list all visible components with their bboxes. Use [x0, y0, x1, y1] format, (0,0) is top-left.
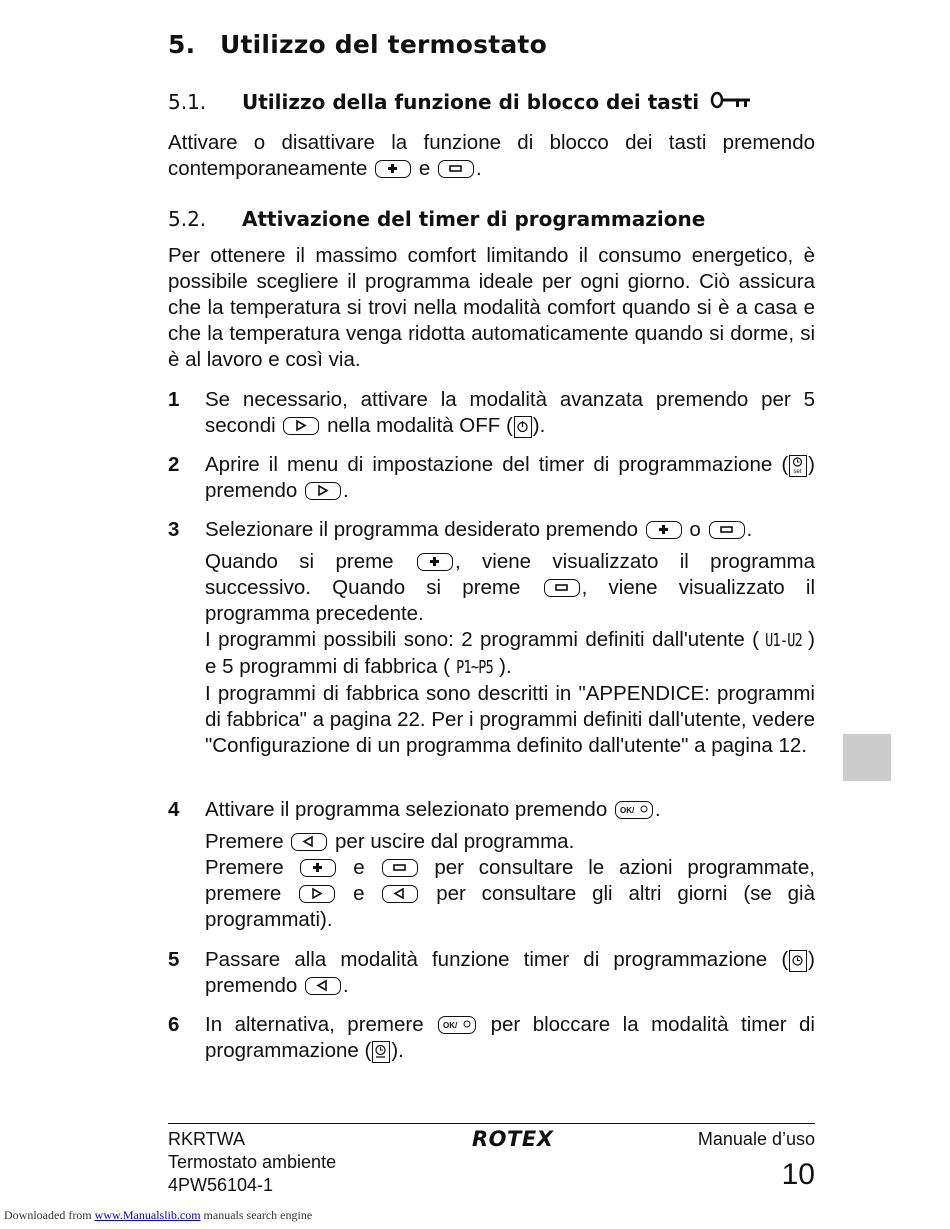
step-text: per uscire dal programma. — [335, 830, 575, 853]
step-3-paragraph-2 — [205, 549, 815, 627]
step-3-line-1 — [205, 517, 815, 543]
lock-text-end: . — [475, 157, 482, 180]
plus-button-icon — [375, 160, 411, 178]
minus-button-icon — [382, 859, 418, 877]
ok-button-icon — [615, 801, 653, 819]
ok-button-icon — [438, 1016, 476, 1034]
step-text: Aprire il menu di impostazione del timer di programmazione ( — [205, 453, 789, 476]
step-text: In alternativa, premere — [205, 1013, 424, 1036]
step-4-paragraph-3 — [205, 855, 815, 933]
download-suffix: manuals search engine — [203, 1208, 313, 1222]
set-label: set — [793, 469, 802, 475]
step-4-paragraph-2 — [205, 829, 815, 855]
step-text: e — [353, 856, 365, 879]
step-number: 5 — [168, 948, 180, 971]
section-5-2-heading — [168, 207, 705, 231]
page-number: 10 — [781, 1158, 815, 1191]
minus-button-icon — [438, 160, 474, 178]
step-3 — [168, 517, 815, 759]
section-number: 5.1. — [168, 90, 207, 114]
manualslib-link[interactable]: www.Manualslib.com — [94, 1208, 201, 1222]
step-2 — [168, 452, 815, 504]
step-text: , viene visualizzato il programma precedente. — [205, 576, 815, 625]
download-prefix: Downloaded from — [4, 1208, 92, 1222]
step-text: ) e 5 programmi di fabbrica ( — [205, 628, 815, 678]
section-title: Attivazione del timer di programmazione — [242, 207, 706, 231]
footer-model-code: RKRTWA — [168, 1129, 246, 1149]
minus-button-icon — [544, 579, 580, 597]
step-text: . — [343, 479, 349, 502]
left-arrow-button-icon — [305, 977, 341, 995]
left-arrow-button-icon — [382, 885, 418, 903]
step-text: , viene visualizzato il programma successivo. Quando si preme — [205, 550, 815, 599]
chapter-heading — [168, 30, 547, 59]
section-5-1-heading — [168, 90, 752, 114]
step-text: . — [746, 518, 753, 541]
lock-paragraph — [168, 130, 815, 182]
step-3-paragraph-4: I programmi di fabbrica sono descritti in "APPENDICE: programmi di fabbrica" a pagina 22. Per i programmi definiti dall'utente, vedere "Configurazione di un programma definito dall'utente" a pagina 12. — [205, 682, 815, 757]
step-number: 3 — [168, 518, 180, 541]
step-5 — [168, 947, 815, 999]
power-mode-icon — [514, 416, 532, 438]
step-text: per consultare le azioni programmate, premere — [205, 856, 815, 905]
ok-label: OK/ — [443, 1021, 458, 1030]
chapter-number: 5. — [168, 30, 196, 59]
step-number: 4 — [168, 798, 180, 821]
left-arrow-button-icon — [291, 833, 327, 851]
step-text: Passare alla modalità funzione timer di programmazione ( — [205, 948, 789, 971]
step-number: 2 — [168, 453, 180, 476]
lock-text: Attivare o disattivare la funzione di blocco dei tasti premendo contemporaneamente — [168, 131, 815, 180]
step-text: Quando si preme — [205, 550, 394, 573]
footer-left — [168, 1128, 336, 1197]
factory-programs-display: P1~P5 — [456, 657, 494, 678]
footer-manual-label: Manuale d’uso — [697, 1129, 815, 1149]
plus-button-icon — [646, 521, 682, 539]
step-number: 6 — [168, 1013, 180, 1036]
step-text: ). — [532, 414, 546, 437]
step-text: ) premendo — [205, 453, 815, 502]
chapter-title: Utilizzo del termostato — [220, 30, 547, 59]
step-text: per consultare gli altri giorni (se già programmati). — [205, 882, 816, 931]
download-notice — [4, 1208, 312, 1223]
plus-button-icon — [300, 859, 336, 877]
step-text: . — [343, 974, 349, 997]
lock-text-and: e — [418, 157, 431, 180]
key-icon — [710, 91, 752, 111]
section-number: 5.2. — [168, 207, 207, 231]
step-number: 1 — [168, 388, 180, 411]
ok-label: OK/ — [619, 806, 635, 815]
step-text: nella modalità OFF ( — [327, 414, 513, 437]
step-1 — [168, 387, 815, 439]
footer-document-number: 4PW56104-1 — [168, 1175, 274, 1195]
step-text: per bloccare la modalità timer di programmazione ( — [205, 1013, 815, 1062]
step-text: Attivare il programma selezionato premendo — [205, 798, 608, 821]
section-title: Utilizzo della funzione di blocco dei tasti — [242, 90, 700, 114]
clock-set-icon — [789, 455, 807, 477]
right-arrow-button-icon — [283, 417, 319, 435]
step-text: ) premendo — [205, 948, 815, 997]
step-text: Selezionare il programma desiderato premendo — [205, 518, 639, 541]
step-text: Premere — [205, 830, 284, 853]
clock-lock-mode-icon — [372, 1041, 390, 1063]
step-text: Se necessario, attivare la modalità avanzata premendo per 5 secondi — [205, 388, 815, 437]
timer-intro-paragraph: Per ottenere il massimo comfort limitando il consumo energetico, è possibile scegliere il programma ideale per ogni giorno. Ciò assicura che la temperatura si trovi nella modalità comfort quando si è a casa e che la temperatura venga ridotta automaticamente quando si dorme, si è al lavoro e così via. — [168, 244, 815, 371]
clock-mode-icon — [789, 950, 807, 972]
step-text: Premere — [205, 856, 284, 879]
step-text: ). — [499, 655, 512, 678]
right-arrow-button-icon — [299, 885, 335, 903]
chapter-tab-marker — [843, 734, 891, 781]
step-text: . — [654, 798, 661, 821]
step-3-paragraph-3 — [205, 627, 815, 681]
step-6 — [168, 1012, 815, 1064]
step-text: o — [689, 518, 701, 541]
step-text: I programmi possibili sono: 2 programmi definiti dall'utente ( — [205, 628, 759, 651]
footer-divider — [168, 1123, 815, 1124]
right-arrow-button-icon — [305, 482, 341, 500]
rotex-logo: ROTEX — [472, 1127, 554, 1151]
footer-product-name: Termostato ambiente — [168, 1152, 337, 1172]
step-text: e — [353, 882, 365, 905]
minus-button-icon — [709, 521, 745, 539]
step-4 — [168, 797, 815, 933]
user-programs-display: U1-U2 — [765, 630, 803, 651]
step-text: ). — [391, 1039, 404, 1062]
plus-button-icon — [417, 553, 453, 571]
step-4-line-1 — [205, 797, 815, 823]
